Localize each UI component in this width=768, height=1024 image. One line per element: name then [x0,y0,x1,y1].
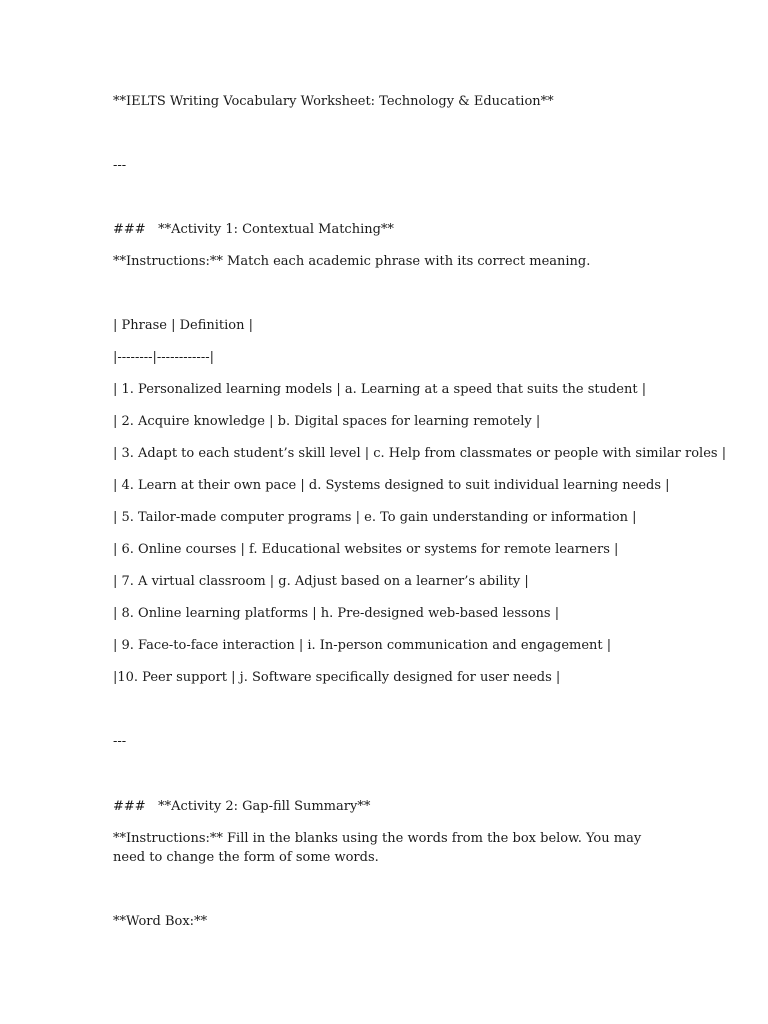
matching-table-row: | 7. A virtual classroom | g. Adjust based on a learner’s ability | [113,574,529,589]
matching-table-row: | 4. Learn at their own pace | d. Systems designed to suit individual learning needs | [113,478,670,493]
matching-table-row: | 9. Face-to-face interaction | i. In-person communication and engagement | [113,638,612,653]
matching-table-rule: |--------|------------| [113,350,214,365]
activity-2-heading: ### **Activity 2: Gap-fill Summary** [113,799,371,814]
word-box-label: **Word Box:** [113,914,208,929]
separator: --- [113,158,127,173]
separator: --- [113,734,127,749]
matching-table-row: | 1. Personalized learning models | a. Learning at a speed that suits the student | [113,382,647,397]
matching-table-row: | 3. Adapt to each student’s skill level | c. Help from classmates or people with similar roles | [113,446,727,461]
activity-1-heading: ### **Activity 1: Contextual Matching** [113,222,394,237]
matching-table-row: | 2. Acquire knowledge | b. Digital spaces for learning remotely | [113,414,541,429]
matching-table-header: | Phrase | Definition | [113,318,254,333]
matching-table-row: | 8. Online learning platforms | h. Pre-designed web-based lessons | [113,606,560,621]
matching-table-row: | 6. Online courses | f. Educational websites or systems for remote learners | [113,542,619,557]
activity-1-instructions: **Instructions:** Match each academic phrase with its correct meaning. [113,254,591,269]
matching-table-row: | 5. Tailor-made computer programs | e. To gain understanding or information | [113,510,637,525]
activity-2-instructions: **Instructions:** Fill in the blanks using the words from the box below. You may need to change the form of some words. [113,831,642,865]
worksheet-title: **IELTS Writing Vocabulary Worksheet: Technology & Education** [113,94,554,109]
matching-table-row: |10. Peer support | j. Software specifically designed for user needs | [113,670,561,685]
